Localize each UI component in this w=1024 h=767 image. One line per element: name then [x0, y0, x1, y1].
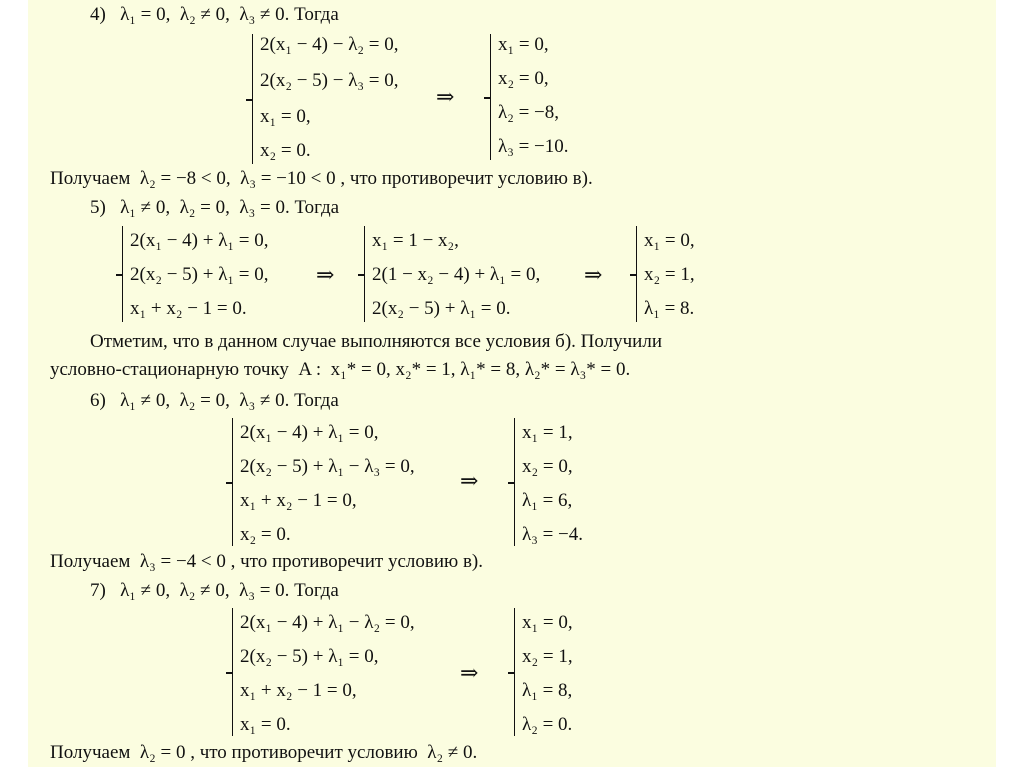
case4-system-left: [252, 34, 458, 164]
case7-conclusion: Получаем λ₂ = 0 , что противоречит условию λ₂ ≠ 0.: [50, 742, 478, 763]
equation: x₂ = 1,: [644, 264, 695, 285]
equation: λ₂ = 0.: [522, 714, 573, 735]
equation: x₁ = 0,: [260, 106, 311, 127]
equation: x₁ = 0,: [522, 612, 573, 633]
equation: x₁ + x₂ − 1 = 0,: [240, 490, 357, 511]
equation: 2(x₂ − 5) − λ₃ = 0,: [260, 70, 399, 91]
case5-system-a: [122, 226, 318, 322]
case5-note-line1: Отметим, что в данном случае выполняются все условия б). Получили: [90, 331, 663, 352]
case5-system-b: [364, 226, 570, 322]
equation: λ₂ = −8,: [498, 102, 560, 123]
case5-system-c: [636, 226, 742, 322]
document-page: [28, 0, 996, 767]
equation: 2(x₂ − 5) + λ₁ = 0.: [372, 298, 511, 319]
case7-heading: 7) λ₁ ≠ 0, λ₂ ≠ 0, λ₃ = 0. Тогда: [90, 580, 339, 601]
case6-heading: 6) λ₁ ≠ 0, λ₂ = 0, λ₃ ≠ 0. Тогда: [90, 390, 339, 411]
implies-arrow: ⇒: [460, 660, 479, 685]
equation: x₁ = 0,: [644, 230, 695, 251]
equation: 2(1 − x₂ − 4) + λ₁ = 0,: [372, 264, 541, 285]
equation: 2(x₁ − 4) + λ₁ = 0,: [240, 422, 379, 443]
equation: λ₁ = 8,: [522, 680, 573, 701]
equation: x₂ = 0,: [498, 68, 549, 89]
equation: x₁ + x₂ − 1 = 0.: [130, 298, 247, 319]
equation: 2(x₂ − 5) + λ₁ − λ₃ = 0,: [240, 456, 415, 477]
implies-arrow: ⇒: [436, 84, 455, 109]
equation: x₁ = 1,: [522, 422, 573, 443]
equation: x₁ + x₂ − 1 = 0,: [240, 680, 357, 701]
case6-conclusion: Получаем λ₃ = −4 < 0 , что противоречит условию в).: [50, 551, 484, 572]
equation: λ₃ = −10.: [498, 136, 569, 157]
equation: 2(x₂ − 5) + λ₁ = 0,: [130, 264, 269, 285]
implies-arrow: ⇒: [460, 468, 479, 493]
equation: x₁ = 0.: [240, 714, 291, 735]
case7-system-right: [514, 608, 620, 736]
case6-system-right: [514, 418, 620, 546]
case5-heading: 5) λ₁ ≠ 0, λ₂ = 0, λ₃ = 0. Тогда: [90, 197, 340, 218]
case7-system-left: [232, 608, 458, 736]
case5-note-line2: условно-стационарную точку A : x₁* = 0, x₂* = 1, λ₁* = 8, λ₂* = λ₃* = 0.: [50, 359, 631, 380]
equation: 2(x₁ − 4) + λ₁ = 0,: [130, 230, 269, 251]
case4-conclusion: Получаем λ₂ = −8 < 0, λ₃ = −10 < 0 , что противоречит условию в).: [50, 168, 593, 189]
equation: x₂ = 1,: [522, 646, 573, 667]
equation: x₁ = 1 − x₂,: [372, 230, 459, 251]
implies-arrow: ⇒: [584, 262, 603, 287]
equation: 2(x₁ − 4) + λ₁ − λ₂ = 0,: [240, 612, 415, 633]
equation: x₂ = 0,: [522, 456, 573, 477]
equation: x₂ = 0.: [240, 524, 291, 545]
equation: x₂ = 0.: [260, 140, 311, 161]
equation: 2(x₂ − 5) + λ₁ = 0,: [240, 646, 379, 667]
equation: 2(x₁ − 4) − λ₂ = 0,: [260, 34, 399, 55]
case4-heading: 4) λ₁ = 0, λ₂ ≠ 0, λ₃ ≠ 0. Тогда: [90, 4, 339, 25]
equation: x₁ = 0,: [498, 34, 549, 55]
equation: λ₁ = 6,: [522, 490, 573, 511]
implies-arrow: ⇒: [316, 262, 335, 287]
equation: λ₃ = −4.: [522, 524, 584, 545]
equation: λ₁ = 8.: [644, 298, 695, 319]
case6-system-left: [232, 418, 458, 546]
case4-system-right: [490, 34, 636, 160]
